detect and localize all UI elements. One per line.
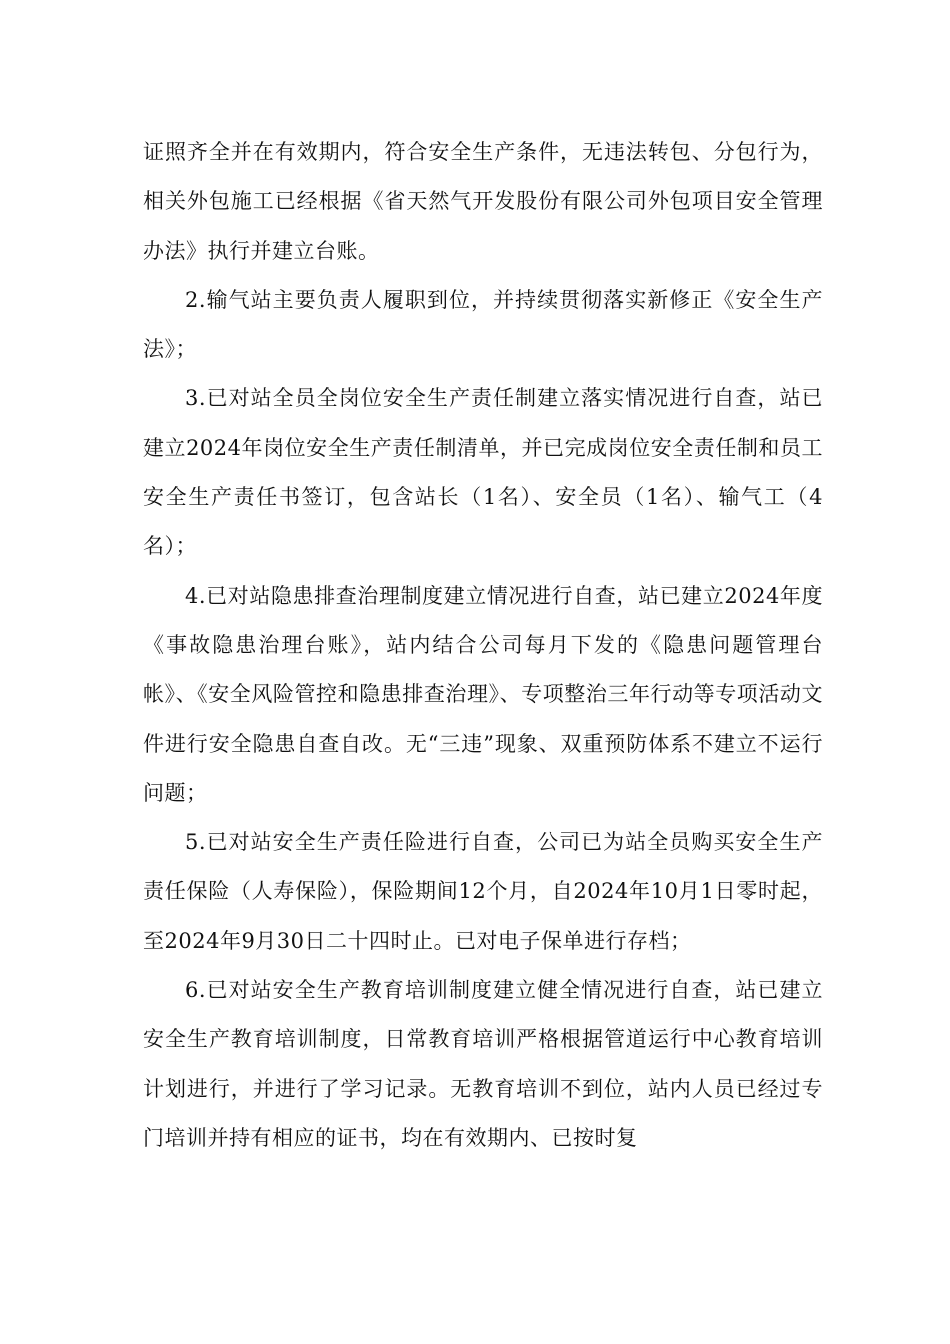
paragraph-item-5: 5.已对站安全生产责任险进行自查，公司已为站全员购买安全生产责任保险（人寿保险），保险期间12个月，自2024年10月1日零时起，至2024年9月30日二十四时止。已对电子保单进行存档； <box>143 830 823 953</box>
paragraph-item-4: 4.已对站隐患排查治理制度建立情况进行自查，站已建立2024年度《事故隐患治理台账》，站内结合公司每月下发的《隐患问题管理台帐》、《安全风险管控和隐患排查治理》、专项整治三年行动等专项活动文件进行安全隐患自查自改。无“三违”现象、双重预防体系不建立不运行问题； <box>143 583 823 805</box>
paragraph-continuation: 证照齐全并在有效期内，符合安全生产条件，无违法转包、分包行为，相关外包施工已经根据《省天然气开发股份有限公司外包项目安全管理办法》执行并建立台账。 <box>143 140 823 263</box>
paragraph-item-2: 2.输气站主要负责人履职到位，并持续贯彻落实新修正《安全生产法》； <box>143 287 823 362</box>
paragraph-item-3: 3.已对站全员全岗位安全生产责任制建立落实情况进行自查，站已建立2024年岗位安全生产责任制清单，并已完成岗位安全责任制和员工安全生产责任书签订，包含站长（1名）、安全员（1名）、输气工（4名）； <box>143 386 823 559</box>
paragraph-item-6: 6.已对站安全生产教育培训制度建立健全情况进行自查，站已建立安全生产教育培训制度，日常教育培训严格根据管道运行中心教育培训计划进行，并进行了学习记录。无教育培训不到位，站内人员已经过专门培训并持有相应的证书，均在有效期内、已按时复 <box>143 978 823 1150</box>
document-body <box>143 128 823 1163</box>
